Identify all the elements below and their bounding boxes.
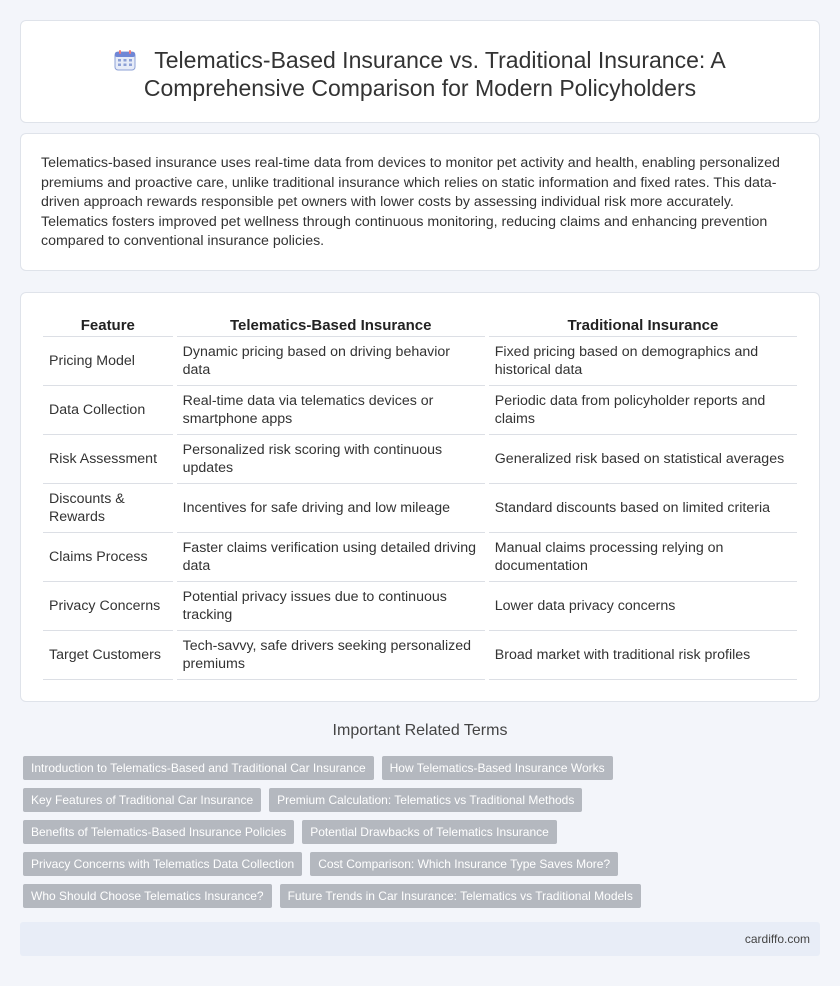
- cell-telematics: Incentives for safe driving and low mileage: [177, 484, 485, 533]
- cell-traditional: Lower data privacy concerns: [489, 582, 797, 631]
- tag-row: [23, 820, 823, 844]
- cell-telematics: Tech-savvy, safe drivers seeking personalized premiums: [177, 631, 485, 680]
- title-card: [20, 20, 820, 123]
- table-header-row: [43, 315, 797, 337]
- cell-telematics: Real-time data via telematics devices or smartphone apps: [177, 386, 485, 435]
- related-term-link[interactable]: Key Features of Traditional Car Insurance: [23, 788, 261, 812]
- intro-paragraph: Telematics-based insurance uses real-time data from devices to monitor pet activity and health, enabling personalized premiums and proactive care, unlike traditional insurance which relies on static information and fixed rates. This data-driven approach rewards responsible pet owners with lower costs by assessing individual risk more accurately. Telematics fosters improved pet wellness through continuous monitoring, reducing claims and enhancing prevention compared to conventional insurance policies.: [41, 155, 780, 250]
- header-telematics: Telematics-Based Insurance: [177, 315, 485, 337]
- related-term-link[interactable]: Introduction to Telematics-Based and Traditional Car Insurance: [23, 756, 374, 780]
- tag-row: [23, 852, 823, 876]
- related-term-link[interactable]: How Telematics-Based Insurance Works: [382, 756, 613, 780]
- comparison-card: [20, 292, 820, 702]
- cell-telematics: Potential privacy issues due to continuous tracking: [177, 582, 485, 631]
- cell-feature: Risk Assessment: [43, 435, 173, 484]
- table-row: [43, 386, 797, 435]
- comparison-table: [39, 315, 801, 680]
- cell-traditional: Generalized risk based on statistical averages: [489, 435, 797, 484]
- calendar-icon: [114, 49, 136, 71]
- tag-row: [23, 884, 823, 908]
- related-term-link[interactable]: Potential Drawbacks of Telematics Insurance: [302, 820, 557, 844]
- table-row: [43, 631, 797, 680]
- page-title: [21, 46, 819, 102]
- cell-traditional: Standard discounts based on limited criteria: [489, 484, 797, 533]
- cell-traditional: Fixed pricing based on demographics and historical data: [489, 337, 797, 386]
- table-row: [43, 435, 797, 484]
- page-title-text: Telematics-Based Insurance vs. Traditional Insurance: A Comprehensive Comparison for Modern Policyholders: [143, 47, 726, 101]
- related-term-link[interactable]: Cost Comparison: Which Insurance Type Saves More?: [310, 852, 618, 876]
- tag-row: [23, 756, 823, 780]
- footer-site-link[interactable]: cardiffo.com: [744, 932, 810, 946]
- cell-traditional: Manual claims processing relying on documentation: [489, 533, 797, 582]
- table-row: [43, 533, 797, 582]
- footer: [20, 922, 820, 956]
- cell-traditional: Broad market with traditional risk profiles: [489, 631, 797, 680]
- cell-feature: Claims Process: [43, 533, 173, 582]
- related-term-link[interactable]: Who Should Choose Telematics Insurance?: [23, 884, 272, 908]
- cell-feature: Pricing Model: [43, 337, 173, 386]
- related-term-link[interactable]: Premium Calculation: Telematics vs Traditional Methods: [269, 788, 582, 812]
- cell-feature: Data Collection: [43, 386, 173, 435]
- table-row: [43, 582, 797, 631]
- related-term-link[interactable]: Benefits of Telematics-Based Insurance Policies: [23, 820, 294, 844]
- cell-telematics: Dynamic pricing based on driving behavior data: [177, 337, 485, 386]
- related-terms-list: [23, 756, 823, 916]
- intro-card: [20, 133, 820, 271]
- cell-traditional: Periodic data from policyholder reports and claims: [489, 386, 797, 435]
- cell-feature: Privacy Concerns: [43, 582, 173, 631]
- tag-row: [23, 788, 823, 812]
- table-row: [43, 484, 797, 533]
- related-terms-heading: Important Related Terms: [332, 722, 508, 739]
- related-term-link[interactable]: Future Trends in Car Insurance: Telematics vs Traditional Models: [280, 884, 641, 908]
- cell-feature: Target Customers: [43, 631, 173, 680]
- cell-telematics: Personalized risk scoring with continuous updates: [177, 435, 485, 484]
- cell-telematics: Faster claims verification using detailed driving data: [177, 533, 485, 582]
- header-feature: Feature: [43, 315, 173, 337]
- cell-feature: Discounts & Rewards: [43, 484, 173, 533]
- table-row: [43, 337, 797, 386]
- related-term-link[interactable]: Privacy Concerns with Telematics Data Collection: [23, 852, 302, 876]
- header-traditional: Traditional Insurance: [489, 315, 797, 337]
